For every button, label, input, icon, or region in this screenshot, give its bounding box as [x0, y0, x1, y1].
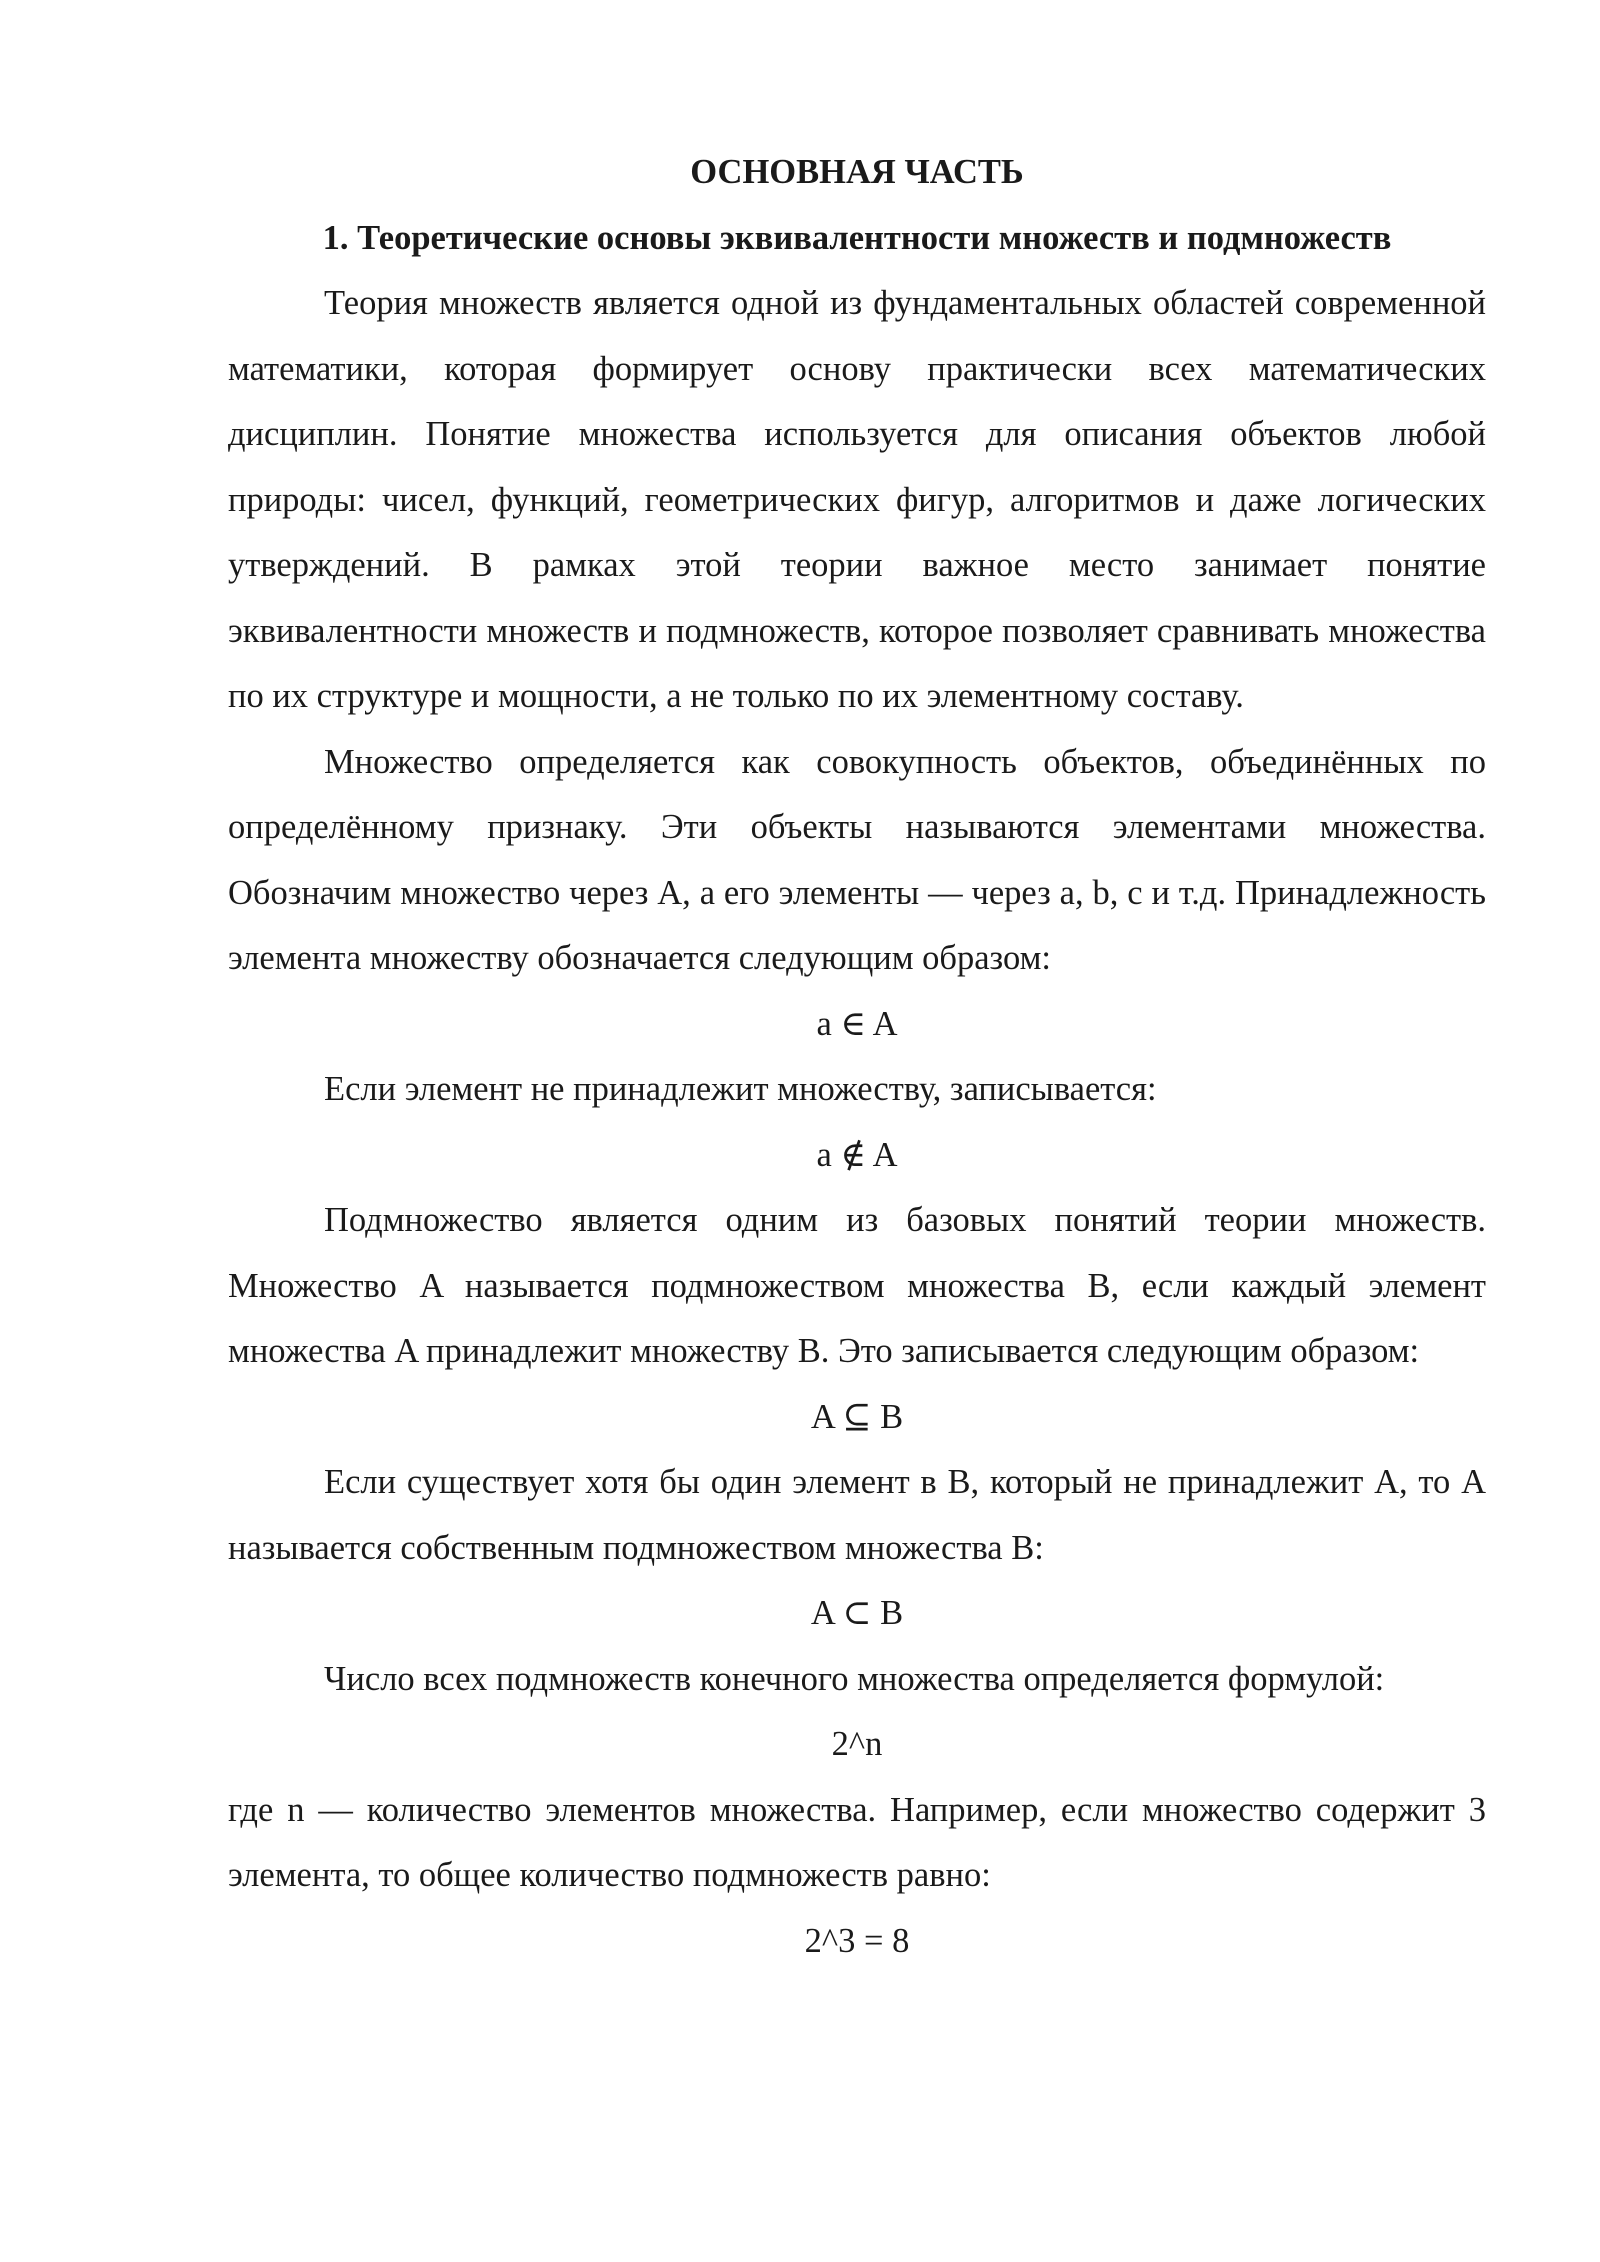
formula-power-set-size: 2^n — [831, 1725, 883, 1763]
paragraph-non-membership: Если элемент не принадлежит множеству, записывается: — [324, 1070, 1157, 1108]
paragraph-subset-count: Число всех подмножеств конечного множества определяется формулой: — [324, 1659, 1385, 1698]
paragraph-example: где n — количество элементов множества. Например, если множество содержит 3 элемента, то общее количество подмножеств равно: — [228, 1790, 1486, 1894]
paragraph-subset-definition: Подмножество является одним из базовых понятий теории множеств. Множество A называется подмножеством множества B, если каждый элемент множества A принадлежит множеству B. Это записывается следующим образом: — [228, 1201, 1486, 1370]
paragraph-intro: Теория множеств является одной из фундаментальных областей современной математики, которая формирует основу практически всех математических дисциплин. Понятие множества используется для описания объектов любой природы: чисел, функций, геометрических фигур, алгоритмов и даже логических утверждений. В рамках этой теории важное место занимает понятие эквивалентности множеств и подмножеств, которое позволяет сравнивать множества по их структуре и мощности, а не только по их элементному составу. — [228, 284, 1486, 715]
formula-subset: A ⊆ B — [810, 1397, 904, 1436]
formula-non-membership: a ∉ A — [816, 1135, 898, 1174]
formula-proper-subset: A ⊂ B — [810, 1594, 904, 1632]
section-heading: 1. Теоретические основы эквивалентности множеств и подмножеств — [322, 218, 1392, 257]
paragraph-proper-subset: Если существует хотя бы один элемент в B, который не принадлежит A, то A называется собственным подмножеством множества B: — [228, 1463, 1486, 1567]
paragraph-set-definition: Множество определяется как совокупность объектов, объединённых по определённому признаку. Эти объекты называются элементами множества. Обозначим множество через A, а его элементы — через a, b, c и т.д. Принадлежность элемента множеству обозначается следующим образом: — [228, 742, 1486, 977]
formula-membership: a ∈ A — [816, 1004, 898, 1043]
page-title: ОСНОВНАЯ ЧАСТЬ — [690, 153, 1024, 191]
document-page — [228, 140, 1486, 1974]
formula-example-result: 2^3 = 8 — [804, 1921, 910, 1960]
